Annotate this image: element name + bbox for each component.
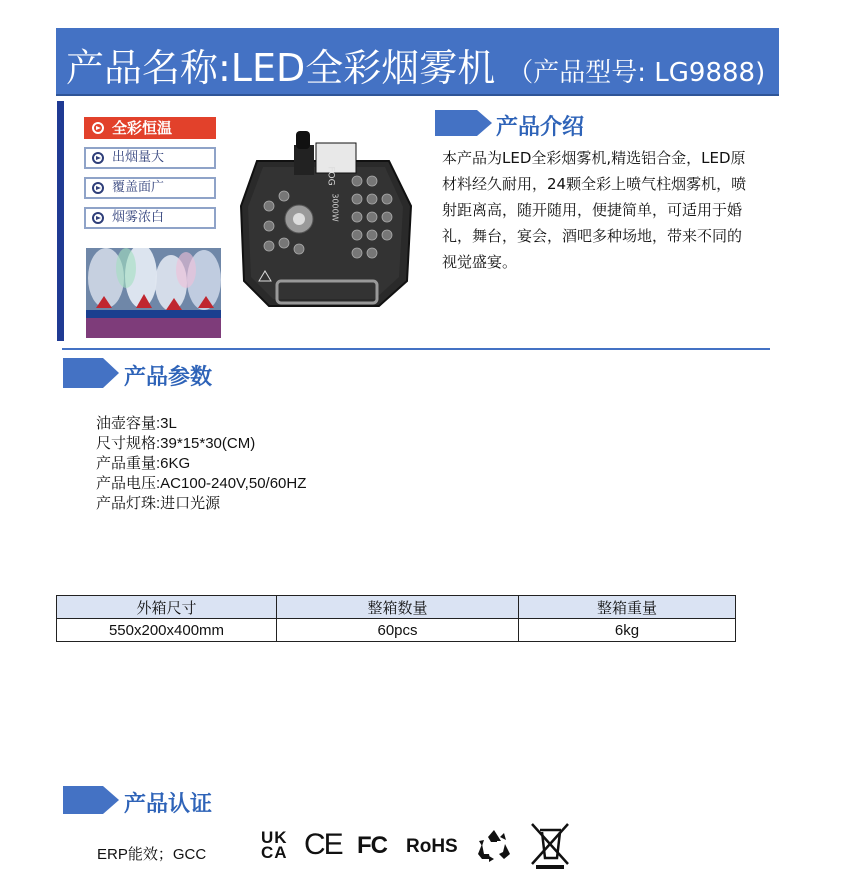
feature-item: [84, 117, 216, 139]
smoke-effect-photo: [86, 248, 221, 338]
cert-text: ERP能效；GCC: [97, 846, 207, 863]
feature-label: 全彩恒温: [112, 119, 173, 137]
feature-item: [84, 207, 216, 229]
param-line: 产品电压:AC100-240V,50/60HZ: [96, 475, 307, 492]
recycle-icon: [476, 828, 512, 862]
product-name: 产品名称:LED全彩烟雾机: [66, 46, 496, 90]
table-header-cell: 整箱数量: [277, 596, 519, 619]
fcc-logo: FC: [357, 832, 387, 859]
param-line: 尺寸规格:39*15*30(CM): [96, 435, 256, 452]
play-circle-icon: [92, 212, 104, 224]
params-list: [96, 414, 306, 514]
page-title: [66, 37, 765, 92]
section-arrow-icon: [63, 786, 121, 814]
play-circle-icon: [92, 182, 104, 194]
feature-label: 烟雾浓白: [112, 210, 165, 225]
title-banner: [56, 28, 779, 96]
feature-label: 覆盖面广: [112, 180, 165, 195]
section-heading-intro: 产品介绍: [496, 115, 585, 140]
feature-label: 出烟量大: [112, 150, 165, 165]
feature-item: [84, 147, 216, 169]
param-line: 产品重量:6KG: [96, 455, 191, 472]
table-cell: 550x200x400mm: [57, 619, 277, 642]
table-header-row: [57, 596, 736, 619]
section-heading-cert: 产品认证: [124, 792, 213, 817]
table-row: [57, 619, 736, 642]
fog-machine-image: [239, 131, 414, 316]
section-arrow-icon: [435, 110, 493, 136]
product-model: （产品型号: LG9888): [507, 58, 766, 88]
machine-label: FOG: [325, 166, 336, 186]
param-line: 油壶容量:3L: [96, 415, 177, 432]
table-header-cell: 整箱重量: [519, 596, 736, 619]
section-heading-params: 产品参数: [124, 365, 213, 390]
param-line: 产品灯珠:进口光源: [96, 495, 221, 512]
rohs-logo: RoHS: [406, 836, 458, 857]
ukca-logo: [261, 830, 288, 860]
table-header-cell: 外箱尺寸: [57, 596, 277, 619]
section-arrow-icon: [63, 358, 121, 388]
product-image-panel: [57, 101, 410, 341]
table-cell: 60pcs: [277, 619, 519, 642]
weee-crossed-bin-icon: [530, 820, 572, 870]
machine-wattage: 3000W: [330, 193, 340, 222]
divider: [62, 348, 770, 350]
packing-table: [56, 595, 736, 642]
play-circle-icon: [92, 122, 104, 134]
table-cell: 6kg: [519, 619, 736, 642]
play-circle-icon: [92, 152, 104, 164]
ukca-top: UK: [261, 828, 288, 847]
intro-paragraph: 本产品为LED全彩烟雾机,精选铝合金，LED原材料经久耐用，24颗全彩上喷气柱烟雾机，喷射距离高，随开随用，便捷简单，可适用于婚礼，舞台，宴会，酒吧多种场地，带来不同的视觉盛宴。: [442, 149, 747, 271]
ce-logo: CE: [304, 828, 342, 861]
ukca-bottom: CA: [261, 843, 288, 862]
feature-item: [84, 177, 216, 199]
